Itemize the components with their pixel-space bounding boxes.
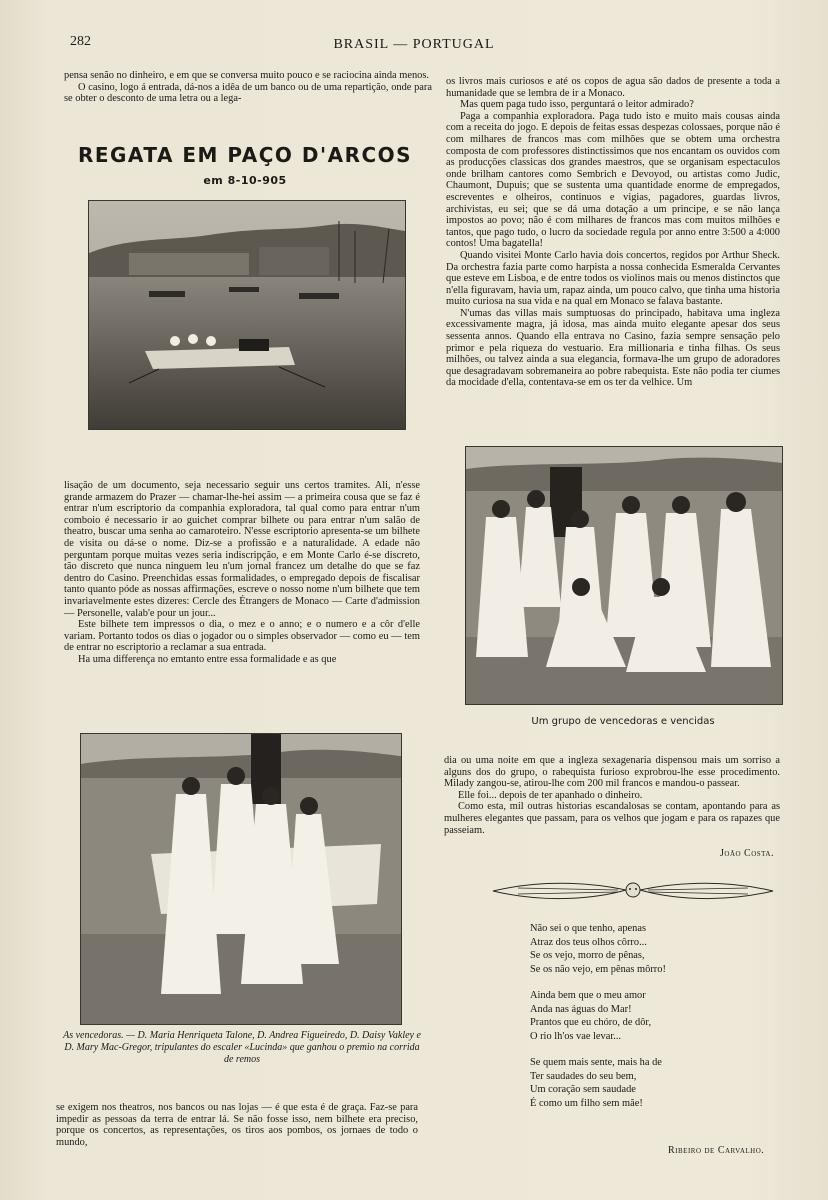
right-top-column: [446, 76, 780, 389]
poem: [530, 922, 666, 1123]
poem-author: Ribeiro de Carvalho.: [668, 1145, 765, 1156]
poem-line: Prantos que eu chóro, de dôr,: [530, 1017, 652, 1028]
paragraph: dia ou uma noite em que a ingleza sexagenaria dispensou mais um sorriso a alguns dos do grupo, o rabequista furioso exprobrou-lhe esse procedimento. Milady zangou-se, atirou-lhe com 200 mil francos e mandou-o passear.: [444, 755, 780, 790]
middle-left-column: [64, 480, 420, 666]
paragraph: N'umas das villas mais sumptuosas do principado, habitava uma ingleza excessivamente magra, já idosa, mas ainda muito elegante apesar dos seus sessenta annos. Quando ella entrava no Casino, fazia sempre sensação pelo primor e pela riqueza do vestuario. Era millionaria e tinha filhas. Os seus milhões, ou talvez ainda a sua elegancia, formava-lhe um grupo de adoradores que desagradavam sobremaneira ao pobre rabequista. Este não podia ter ciumes da mocidade d'ella, contentava-se em os ter da velhice. Um: [446, 307, 780, 389]
paragraph: Elle foi... depois de ter apanhado o dinheiro.: [458, 789, 643, 801]
poem-line: Atraz dos teus olhos côrro...: [530, 936, 647, 948]
bottom-left-column: [56, 1102, 418, 1148]
right-middle-column: [444, 755, 780, 836]
paragraph: os livros mais curiosos e até os copos de agua são dados de presente a toda a humanidade que se lembra de ir a Monaco.: [446, 76, 780, 99]
paragraph: se exigem nos theatros, nos bancos ou nas lojas — é que esta é de graça. Faz-se para impedir as pessoas da terra de entrar lá. Se não fosse isso, nem bilhete era preciso, porque os concertos, as representações, os tiros aos pombos, os jornaes de todo o mundo,: [56, 1102, 418, 1148]
poem-line: É como um filho sem mãe!: [530, 1097, 643, 1109]
top-left-column: [64, 70, 432, 105]
poem-line: Anda nas águas do Mar!: [530, 1003, 632, 1015]
paragraph: Quando visitei Monte Carlo havia dois concertos, regidos por Arthur Sheck. Da orchestra fazia parte como harpista a nossa conhecida Esmeralda Cervantes que esteve em Lisboa, e de entre todos os violinos mais ou menos distinctos que n'ella figuravam, havia um, rapaz ainda, um pouco calvo, que tinha uma historia muito curiosa na sua vida e na qual em Monaco se falava bastante.: [446, 249, 780, 308]
group-photo: [465, 446, 783, 705]
poem-stanza: [530, 922, 666, 976]
paragraph: Este bilhete tem impressos o dia, o mez e o anno; e o numero e a côr d'elle variam. Portanto todos os dias o jogador ou o simples observador — como eu — tem de entrar no escriptorio a reclamar a sua entrada.: [64, 619, 420, 654]
article-signature: João Costa.: [720, 848, 774, 859]
running-header: BRASIL — PORTUGAL: [333, 37, 495, 52]
paragraph: Como esta, mil outras historias escandalosas se contam, apontando para as mulheres elegantes que passam, para os velhos que jogam e para os rapazes que passeiam.: [444, 801, 780, 836]
group-caption: Um grupo de vencedoras e vencidas: [531, 716, 715, 727]
poem-line: Não sei o que tenho, apenas: [530, 923, 646, 934]
paragraph: O casino, logo á entrada, dá-nos a idêa de um banco ou de uma repartição, onde para se obter o desconto de uma letra ou a lega-: [64, 81, 432, 105]
winged-ornament-icon: [488, 876, 778, 906]
poem-line: Um coração sem saudade: [530, 1084, 636, 1095]
article-dateline: em 8-10-905: [203, 174, 287, 187]
paragraph: Ha uma differença no emtanto entre essa formalidade e as que: [78, 653, 337, 665]
poem-line: O rio lh'os vae levar...: [530, 1030, 622, 1042]
poem-line: Se os não vejo, em pênas môrro!: [530, 963, 666, 975]
winners-caption: As vencedoras. — D. Maria Henriqueta Talone, D. Andrea Figueiredo, D. Daisy Vakley e D. Mary Mac-Gregor, tripulantes do escaler «Lucinda» que ganhou o premio na corrida de remos: [63, 1030, 421, 1065]
paragraph: Paga a companhia exploradora. Paga tudo isto e muito mais cousas ainda com a receita do jogo. E depois de feitas essas despezas colossaes, porque não é com milhares de francos mas com milhões que se obtem uma orchestra composta de com professores distinctissimos que nos encantam os ouvidos com as producções classicas dos grandes maestros, que se organisam espectaculos onde brilham cantores como Sembrich e Devoyod, ou artistas como Judic, Chaumont, Dupuis; que se sustenta uma quantidade enorme de empregados, escreventes e olheiros, continuos e vigias, pagadores, guardas livros, archivistas, eu sei; que se dá uma dotação a um principe, e se não lança impostos ao povo; não é com milhares de francos mas com muitos milhões e tantos, que pago tudo, o lucro da sociedade regula por anno entre 3:500 a 4:000 contos! Uma bagatella!: [446, 110, 780, 250]
paragraph: pensa senão no dinheiro, e em que se conversa muito pouco e se raciocina ainda menos.: [64, 70, 429, 81]
page-number: 282: [70, 34, 91, 49]
winners-photo: [80, 733, 402, 1025]
poem-line: Se os vejo, morro de pênas,: [530, 950, 645, 961]
regatta-photo: [88, 200, 406, 430]
poem-line: Se quem mais sente, mais ha de: [530, 1057, 662, 1068]
poem-stanza: [530, 989, 666, 1043]
paragraph: Mas quem paga tudo isso, perguntará o leitor admirado?: [460, 99, 694, 111]
paragraph: lisação de um documento, seja necessario seguir uns certos tramites. Ali, n'esse grande armazem do Prazer — chamar-lhe-hei assim — a primeira cousa que se faz é entrar n'um escriptorio da companhia exploradora, tal qual como para entrar n'um comboio é necessario ir ao guichet comprar bilhete ou para entrar n'um salão de theatro, buscar uma senha ao camaroteiro. N'esse escriptorio apresenta-se um bilhete de visita ou dá-se o nome. Diz-se a profissão e a naturalidade. A edade não perguntam porque muitas vezes seria indiscripção, e em Monte Carlo é-se discreto, tão discreto que nunca ninguem leu n'um jornal francez um detalhe do que se faz dentro do Casino. Preenchidas essas formalidades, o empregado depois de fiscalisar tanto quanto póde as nossas affirmações, escreve o nosso nome n'um bilhete que tem invariavelmente estes dizeres: Cercle des Étrangers de Monaco — Carte d'admission — Personelle, valab'e pour un jour...: [64, 480, 420, 619]
poem-line: Ainda bem que o meu amor: [530, 990, 646, 1001]
poem-line: Ter saudades do seu bem,: [530, 1070, 637, 1082]
article-headline: REGATA EM PAÇO D'ARCOS: [77, 143, 413, 167]
poem-stanza: [530, 1056, 666, 1110]
